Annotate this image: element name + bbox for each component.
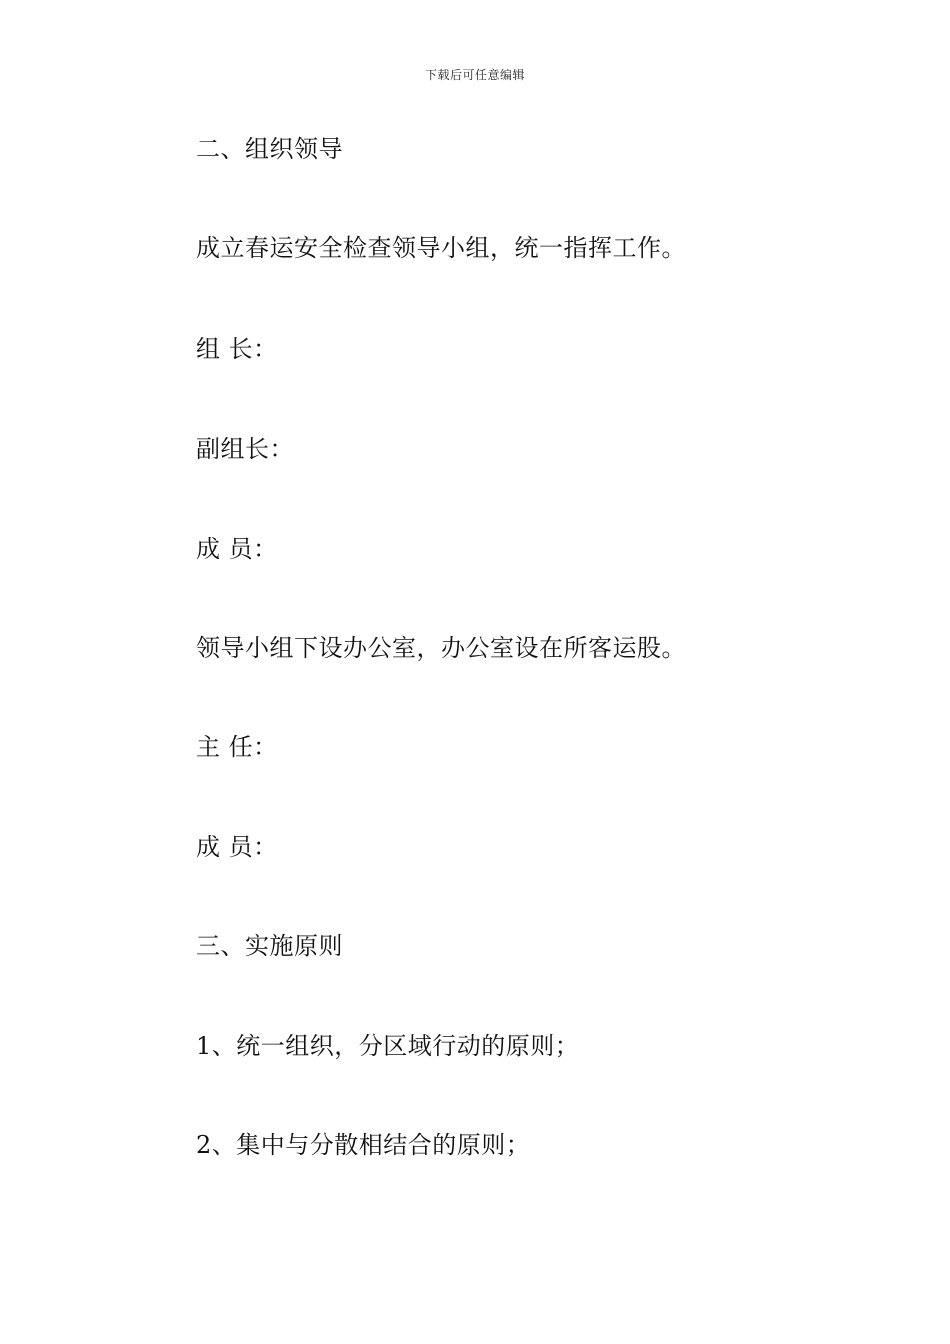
- header-note: 下载后可任意编辑: [424, 68, 525, 82]
- field-office-members: 成 员：: [196, 833, 278, 861]
- section-heading-organization: 二、组织领导: [196, 135, 343, 163]
- field-director: 主 任：: [196, 733, 278, 761]
- principle-item-2: 2、集中与分散相结合的原则；: [196, 1131, 531, 1159]
- field-deputy-leader: 副组长：: [196, 435, 294, 463]
- paragraph-leading-group: 成立春运安全检查领导小组，统一指挥工作。: [196, 234, 686, 262]
- principle-item-1: 1、统一组织，分区域行动的原则；: [196, 1032, 580, 1060]
- field-members: 成 员：: [196, 535, 278, 563]
- paragraph-office: 领导小组下设办公室，办公室设在所客运股。: [196, 634, 686, 662]
- field-group-leader: 组 长：: [196, 335, 278, 363]
- section-heading-principles: 三、实施原则: [196, 932, 343, 960]
